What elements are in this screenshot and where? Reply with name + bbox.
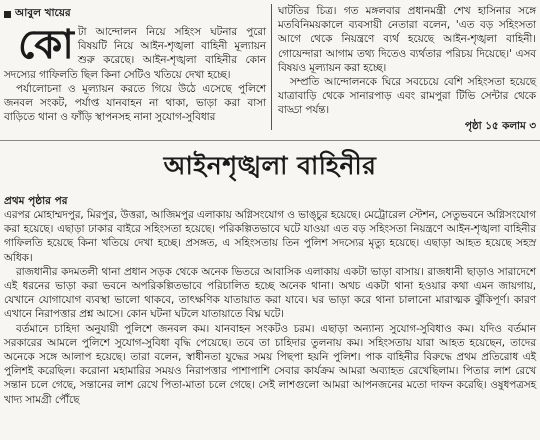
top-article-section [0,0,540,138]
left-paragraph-2: পর্যালোচনা ও মূল্যায়ন করতে গিয়ে উঠে এসেছে পুলিশে জনবল সংকট, পর্যাপ্ত যানবাহন না থাকা, ভাড়া করা বাসা বাড়িতে থানা ও ফাঁড়ি স্থাপনসহ নানা সুযোগ-সুবিধার [4,82,266,124]
section-divider [0,140,540,141]
left-column [4,6,266,124]
byline-author: আবুল খায়ের [15,7,71,19]
body-paragraph-1: এরপর মোহাম্মদপুর, মিরপুর, উত্তরা, আজিমপুর এলাকায় অগ্নিসংযোগ ও ভাঙ্চুর হয়েছে। মেট্রোরেল স্টেশন, সেতুভবনে অগ্নিসংযোগ করা হয়েছে। এছাড়া ঢাকার বাইরে সহিংসতা হয়েছে। পরিকল্পিতভাবে ঘটে যাওয়া এত বড় সহিংসতা নিয়ন্ত্রণে আইন-শৃঙ্খলা বাহিনীর গাফিলতি হয়েছে কিনা খতিয়ে দেখা হচ্ছে। প্রসঙ্গত, এ সহিংসতায় তিন পুলিশ সদস্যের মৃত্যু হয়েছে। এছাড়া আহত হয়েছে সহস্র অধিক। [4,209,536,264]
continuation-body [4,208,536,407]
drop-cap: কো [18,21,74,68]
right-paragraph-2: সম্প্রতি আন্দোলনকে ঘিরে সবচেয়ে বেশি সহিংসতা হয়েছে যাত্রাবাড়ি থেকে সানারপাড় এবং রামপুরা টিভি সেন্টার থেকে বাড্ডা পর্যন্ত। [278,76,536,117]
body-paragraph-2: রাজধানীর কদমতলী থানা প্রধান সড়ক থেকে অনেক ভিতরে আবাসিক এলাকায় একটা ভাড়া বাসায়। রাজধানী ছাড়াও সারাদেশে এই ধরনের ভাড়া করা ভবনে অপরিকল্পিতভাবে পরিচালিত হচ্ছে অনেক থানা। অথচ একটা থানা হওয়ার কথা এমন জায়গায়, যেখানে যোগাযোগ ব্যবস্থা ভালো থাকবে, তাৎক্ষণিক যাতায়াত করা যাবে। ঘর ভাড়া করে থানা চালানো মারাত্মক ঝুঁকিপূর্ণ। কারণ এখানে নিরাপত্তার প্রশ্ন আসে। কোন ঘটনা ঘটলে যাতায়াতে বিঘ্ন ঘটে। [4,265,536,321]
byline-square-icon [4,11,11,18]
lead-paragraph-block [4,21,266,82]
lead-paragraph: টা আন্দোলন নিয়ে সহিংস ঘটনার পুরো বিষয়টি নিয়ে আইন-শৃঙ্খলা বাহিনী মূল্যায়ন শুরু করেছে। আইন-শৃঙ্খলা বাহিনীর কোন সদস্যের গাফিলতি ছিল কিনা সেটিও খতিয়ে দেখা হচ্ছে। [4,26,266,81]
column-divider [271,4,272,130]
continuation-headline: আইনশৃঙ্খলা বাহিনীর [163,151,377,180]
body-paragraph-3: বর্তমানে চাহিদা অনুযায়ী পুলিশে জনবল কম। যানবাহন সংকটও চরম। এছাড়া অন্যান্য সুযোগ-সুবিধাও কম। যদিও বর্তমান সরকারের আমলে পুলিশে সুযোগ-সুবিধা বৃদ্ধি পেয়েছে। তবে তা চাহিদার তুলনায় কম। সহিংসতায় যারা আহত হয়েছেন, তাদের অনেকে সঙ্গে আলাপ হয়েছে। তারা বলেন, স্বাধীনতা যুদ্ধের সময় পিছপা হয়নি পুলিশ। পাক বাহিনীর বিরুদ্ধে প্রথম প্রতিরোধ এই পুলিশই করেছিল। করোনা মহামারির সময়ও নিরাপত্তার পাশাপাশি সেবার কার্যক্রম আমরা অব্যাহত রেখেছিলাম। পিতার লাশ রেখে সন্তান চলে গেছে, সন্তানের লাশ রেখে পিতা-মাতা চলে গেছে। সেই লাশগুলো আমরা আপনজনের মতো দাফন করেছি। ওষুধপত্রসহ খাদ্য সামগ্রী পৌঁছে [4,322,536,406]
page-jump-reference: পৃষ্ঠা ১৫ কলাম ৩ [464,119,536,132]
continued-from-label: প্রথম পৃষ্ঠার পর [4,195,68,207]
right-paragraph-1: ঘাটতির চিত্র। গত মঙ্গলবার প্রধানমন্ত্রী শেখ হাসিনার সঙ্গে মতবিনিময়কালে ব্যবসায়ী নেতারা বলেন, 'এত বড় সহিংসতা আগে থেকে নিয়ন্ত্রণে ব্যর্থ হয়েছে আইন-শৃঙ্খলা বাহিনী। গোয়েন্দারা আগাম তথ্য দিতেও ব্যর্থতার পরিচয় দিয়েছে।' এসব বিষয়ও মূল্যায়ন করা হচ্ছে। [278,5,536,74]
right-column [278,4,536,136]
